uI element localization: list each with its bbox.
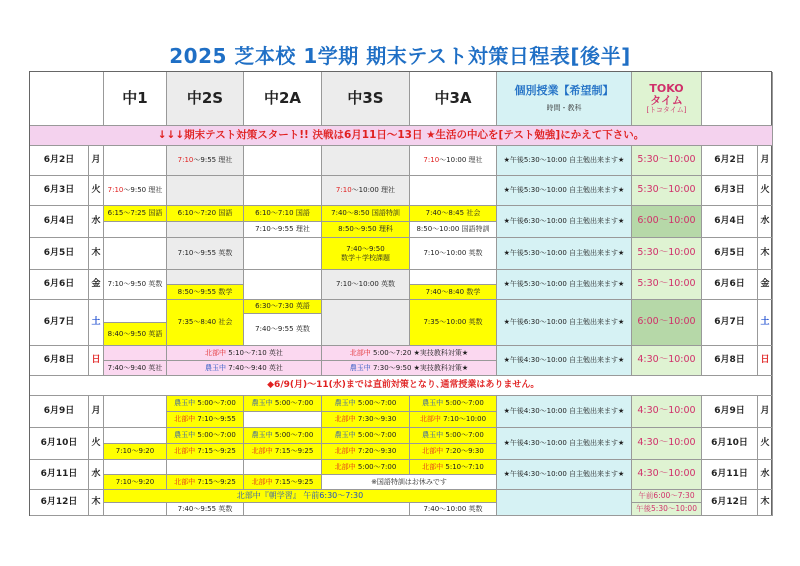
slot-c4a: 7:40～9:50 bbox=[346, 245, 385, 254]
dow-cell: 月 bbox=[89, 396, 104, 428]
dow-cell-right: 土 bbox=[758, 300, 773, 346]
slot-empty bbox=[322, 146, 410, 176]
date-cell: 6月3日 bbox=[30, 176, 89, 206]
indiv-title: 個別授業【希望制】 bbox=[514, 84, 614, 98]
slot-c2: 6:10～7:20 国語 bbox=[167, 206, 244, 222]
header-corner bbox=[30, 72, 104, 126]
date-cell-right: 6月12日 bbox=[702, 490, 758, 516]
header-col-4: 中3S bbox=[322, 72, 410, 126]
banner-notice bbox=[30, 376, 773, 396]
slot-c2: 7:10～9:55 理社 bbox=[167, 146, 244, 176]
slot-empty bbox=[244, 503, 410, 516]
dow-cell-right: 月 bbox=[758, 396, 773, 428]
slot-c3b: 7:40～9:55 英数 bbox=[244, 314, 322, 346]
slot-c1: 7:10～9:50 理社 bbox=[104, 176, 167, 206]
slot-empty bbox=[104, 146, 167, 176]
slot-s2a: 農玉中 5:00～7:00 bbox=[167, 428, 244, 444]
slot-s4a: 北部中 5:00～7:00 bbox=[322, 460, 410, 475]
indiv-cell: ★午後6:30～10:00 自主勉出来ます★ bbox=[497, 300, 632, 346]
dow-cell: 木 bbox=[89, 238, 104, 270]
slot-c2: 8:50～9:55 数学 bbox=[167, 285, 244, 300]
slot-empty bbox=[167, 176, 244, 206]
slot-c2: 7:35～8:40 社会 bbox=[167, 300, 244, 346]
slot-s3b: 北部中 7:15～9:25 bbox=[244, 475, 322, 490]
slot-e bbox=[244, 412, 322, 428]
indiv-cell: ★午後4:30～10:00 自主勉出来ます★ bbox=[497, 346, 632, 376]
date-cell: 6月9日 bbox=[30, 396, 89, 428]
date-cell-right: 6月11日 bbox=[702, 460, 758, 490]
dow-cell: 水 bbox=[89, 460, 104, 490]
date-cell: 6月2日 bbox=[30, 146, 89, 176]
indiv-cell: ★午後6:30～10:00 自主勉出来ます★ bbox=[497, 206, 632, 238]
slot-s5b: 北部中 7:10～10:00 bbox=[410, 412, 497, 428]
slot-s4a: 農玉中 5:00～7:00 bbox=[322, 396, 410, 412]
toko-cell: 4:30～10:00 bbox=[632, 428, 702, 460]
slot-c5b: 8:50～10:00 国語特訓 bbox=[410, 222, 497, 238]
slot-e bbox=[244, 460, 322, 475]
date-cell: 6月6日 bbox=[30, 270, 89, 300]
indiv-cell bbox=[497, 490, 632, 516]
dow-cell: 火 bbox=[89, 428, 104, 460]
toko-cell: 5:30～10:00 bbox=[632, 176, 702, 206]
slot-c3a: 6:30～7:30 英語 bbox=[244, 300, 322, 314]
toko-cell: 6:00～10:00 bbox=[632, 300, 702, 346]
dow-cell: 水 bbox=[89, 206, 104, 238]
dow-cell: 月 bbox=[89, 146, 104, 176]
slot-note: ※国語特訓はお休みです bbox=[322, 475, 497, 490]
dow-cell: 木 bbox=[89, 490, 104, 516]
slot-c4: 7:10～10:00 理社 bbox=[322, 176, 410, 206]
date-cell: 6月5日 bbox=[30, 238, 89, 270]
header-col-3: 中2A bbox=[244, 72, 322, 126]
toko-cell: 6:00～10:00 bbox=[632, 206, 702, 238]
slot-empty bbox=[104, 238, 167, 270]
dow-cell-right: 火 bbox=[758, 428, 773, 460]
slot-c5: 7:10～10:00 理社 bbox=[410, 146, 497, 176]
toko-b bbox=[632, 503, 702, 516]
slot-c5: 7:35～10:00 英数 bbox=[410, 300, 497, 346]
date-cell: 6月11日 bbox=[30, 460, 89, 490]
slot-empty bbox=[244, 270, 322, 300]
slot-s2b: 北部中 7:10～9:55 bbox=[167, 412, 244, 428]
slot-s2b: 北部中 7:15～9:25 bbox=[167, 444, 244, 460]
toko-title: TOKO bbox=[649, 81, 684, 95]
slot-e bbox=[167, 460, 244, 475]
slot-c5: 7:10～10:00 英数 bbox=[410, 238, 497, 270]
slot-c4b: 数学＋学校課題 bbox=[341, 253, 390, 262]
date-cell-right: 6月5日 bbox=[702, 238, 758, 270]
slot-c1: 6:15～7:25 国語 bbox=[104, 206, 167, 222]
slot-e bbox=[104, 428, 167, 444]
dow-cell-right: 木 bbox=[758, 238, 773, 270]
slot-e bbox=[104, 222, 167, 238]
indiv-cell: ★午後4:30～10:00 自主勉出来ます★ bbox=[497, 460, 632, 490]
slot-e bbox=[104, 346, 167, 361]
slot-s2a: 農玉中 5:00～7:00 bbox=[167, 396, 244, 412]
slot-s5a: 農玉中 5:00～7:00 bbox=[410, 396, 497, 412]
date-cell: 6月12日 bbox=[30, 490, 89, 516]
toko-a-text: 午前6:00～7:30 bbox=[638, 490, 695, 500]
slot-n3b: 農玉中 7:30～9:50 ★実技教科対策★ bbox=[322, 361, 497, 376]
header-right bbox=[702, 72, 773, 126]
slot-c3b: 7:10～9:55 理社 bbox=[244, 222, 322, 238]
banner-start-text: ↓↓↓期末テスト対策スタート!! 決戦は6月11日～13日 ★生活の中心を[テスト勉強]にかえて下さい。 bbox=[157, 129, 645, 142]
slot-e bbox=[104, 460, 167, 475]
toko-a bbox=[632, 490, 702, 503]
slot-s3a: 農玉中 5:00～7:00 bbox=[244, 396, 322, 412]
indiv-cell: ★午後5:30～10:00 自主勉出来ます★ bbox=[497, 176, 632, 206]
indiv-cell: ★午後4:30～10:00 自主勉出来ます★ bbox=[497, 428, 632, 460]
slot-c1: 8:40～9:50 英語 bbox=[104, 323, 167, 346]
slot-s5a: 北部中 5:10～7:10 bbox=[410, 460, 497, 475]
date-cell-right: 6月7日 bbox=[702, 300, 758, 346]
dow-cell: 日 bbox=[89, 346, 104, 376]
slot-e bbox=[167, 270, 244, 285]
indiv-cell: ★午後5:30～10:00 自主勉出来ます★ bbox=[497, 270, 632, 300]
slot-e bbox=[167, 222, 244, 238]
slot-s3a: 農玉中 5:00～7:00 bbox=[244, 428, 322, 444]
slot-e bbox=[410, 270, 497, 285]
banner-start bbox=[30, 126, 773, 146]
slot-c1: 7:40～9:40 英社 bbox=[104, 361, 167, 376]
morning-text: 北部中『朝学習』 午前6:30～7:30 bbox=[236, 491, 364, 501]
date-cell: 6月7日 bbox=[30, 300, 89, 346]
slot-s4b: 北部中 7:30～9:30 bbox=[322, 412, 410, 428]
dow-cell-right: 日 bbox=[758, 346, 773, 376]
slot-s5a: 農玉中 5:00～7:00 bbox=[410, 428, 497, 444]
slot-c1: 7:10～9:20 bbox=[104, 475, 167, 490]
slot-s5b: 北部中 7:20～9:30 bbox=[410, 444, 497, 460]
dow-cell-right: 火 bbox=[758, 176, 773, 206]
toko-cell: 5:30～10:00 bbox=[632, 270, 702, 300]
slot-c4a: 7:40～8:50 国語特訓 bbox=[322, 206, 410, 222]
dow-cell-right: 水 bbox=[758, 206, 773, 238]
toko-sub2: [トコタイム] bbox=[646, 105, 687, 114]
schedule-grid bbox=[29, 71, 772, 516]
dow-cell-right: 木 bbox=[758, 490, 773, 516]
date-cell: 6月10日 bbox=[30, 428, 89, 460]
slot-c4 bbox=[322, 238, 410, 270]
slot-c2: 7:10～9:55 英数 bbox=[167, 238, 244, 270]
slot-empty bbox=[104, 503, 167, 516]
page-title: 2025 芝本校 1学期 期末テスト対策日程表[後半] bbox=[169, 44, 631, 68]
banner-notice-text: ◆6/9(月)～11(水)までは直前対策となり､通常授業はありません｡ bbox=[267, 380, 535, 391]
date-cell-right: 6月4日 bbox=[702, 206, 758, 238]
toko-cell: 4:30～10:00 bbox=[632, 460, 702, 490]
toko-cell: 4:30～10:00 bbox=[632, 396, 702, 428]
dow-cell: 金 bbox=[89, 270, 104, 300]
date-cell-right: 6月3日 bbox=[702, 176, 758, 206]
slot-s2b: 北部中 7:15～9:25 bbox=[167, 475, 244, 490]
date-cell-right: 6月2日 bbox=[702, 146, 758, 176]
header-indiv bbox=[497, 72, 632, 126]
slot-c4: 7:10～10:00 英数 bbox=[322, 270, 410, 300]
toko-cell: 5:30～10:00 bbox=[632, 146, 702, 176]
indiv-sub: 時間・教科 bbox=[546, 103, 582, 112]
slot-s3b: 北部中 7:15～9:25 bbox=[244, 444, 322, 460]
header-col-5: 中3A bbox=[410, 72, 497, 126]
header-col-1: 中1 bbox=[104, 72, 167, 126]
slot-morning bbox=[104, 490, 497, 503]
dow-cell-right: 月 bbox=[758, 146, 773, 176]
slot-s4b: 北部中 7:20～9:30 bbox=[322, 444, 410, 460]
slot-c4b: 8:50～9:50 理科 bbox=[322, 222, 410, 238]
slot-n2a: 北部中 5:10～7:10 英社 bbox=[167, 346, 322, 361]
date-cell: 6月8日 bbox=[30, 346, 89, 376]
slot-c2: 7:40～9:55 英数 bbox=[167, 503, 244, 516]
slot-empty bbox=[244, 146, 322, 176]
slot-c5a: 7:40～8:45 社会 bbox=[410, 206, 497, 222]
slot-c5: 7:40～10:00 英数 bbox=[410, 503, 497, 516]
dow-cell: 土 bbox=[89, 300, 104, 346]
slot-empty bbox=[410, 176, 497, 206]
toko-cell: 4:30～10:00 bbox=[632, 346, 702, 376]
header-col-2: 中2S bbox=[167, 72, 244, 126]
slot-empty bbox=[244, 176, 322, 206]
indiv-cell: ★午後4:30～10:00 自主勉出来ます★ bbox=[497, 396, 632, 428]
slot-empty bbox=[244, 238, 322, 270]
slot-empty bbox=[322, 300, 410, 346]
indiv-cell: ★午後5:30～10:00 自主勉出来ます★ bbox=[497, 146, 632, 176]
dow-cell-right: 金 bbox=[758, 270, 773, 300]
date-cell-right: 6月9日 bbox=[702, 396, 758, 428]
slot-s4a: 農玉中 5:00～7:00 bbox=[322, 428, 410, 444]
date-cell-right: 6月10日 bbox=[702, 428, 758, 460]
slot-c3a: 6:10～7:10 国語 bbox=[244, 206, 322, 222]
slot-c1: 7:10～9:50 英数 bbox=[104, 270, 167, 300]
toko-b-text: 午後5:30～10:00 bbox=[636, 503, 697, 513]
slot-e bbox=[104, 300, 167, 323]
slot-c5: 7:40～8:40 数学 bbox=[410, 285, 497, 300]
slot-n2b: 農玉中 7:40～9:40 英社 bbox=[167, 361, 322, 376]
indiv-cell: ★午後5:30～10:00 自主勉出来ます★ bbox=[497, 238, 632, 270]
date-cell: 6月4日 bbox=[30, 206, 89, 238]
toko-cell: 5:30～10:00 bbox=[632, 238, 702, 270]
toko-sub1: タイム bbox=[650, 93, 683, 107]
dow-cell: 火 bbox=[89, 176, 104, 206]
date-cell-right: 6月6日 bbox=[702, 270, 758, 300]
slot-c1: 7:10～9:20 bbox=[104, 444, 167, 460]
header-toko bbox=[632, 72, 702, 126]
date-cell-right: 6月8日 bbox=[702, 346, 758, 376]
slot-empty bbox=[104, 396, 167, 428]
slot-n3a: 北部中 5:00～7:20 ★実技教科対策★ bbox=[322, 346, 497, 361]
dow-cell-right: 水 bbox=[758, 460, 773, 490]
